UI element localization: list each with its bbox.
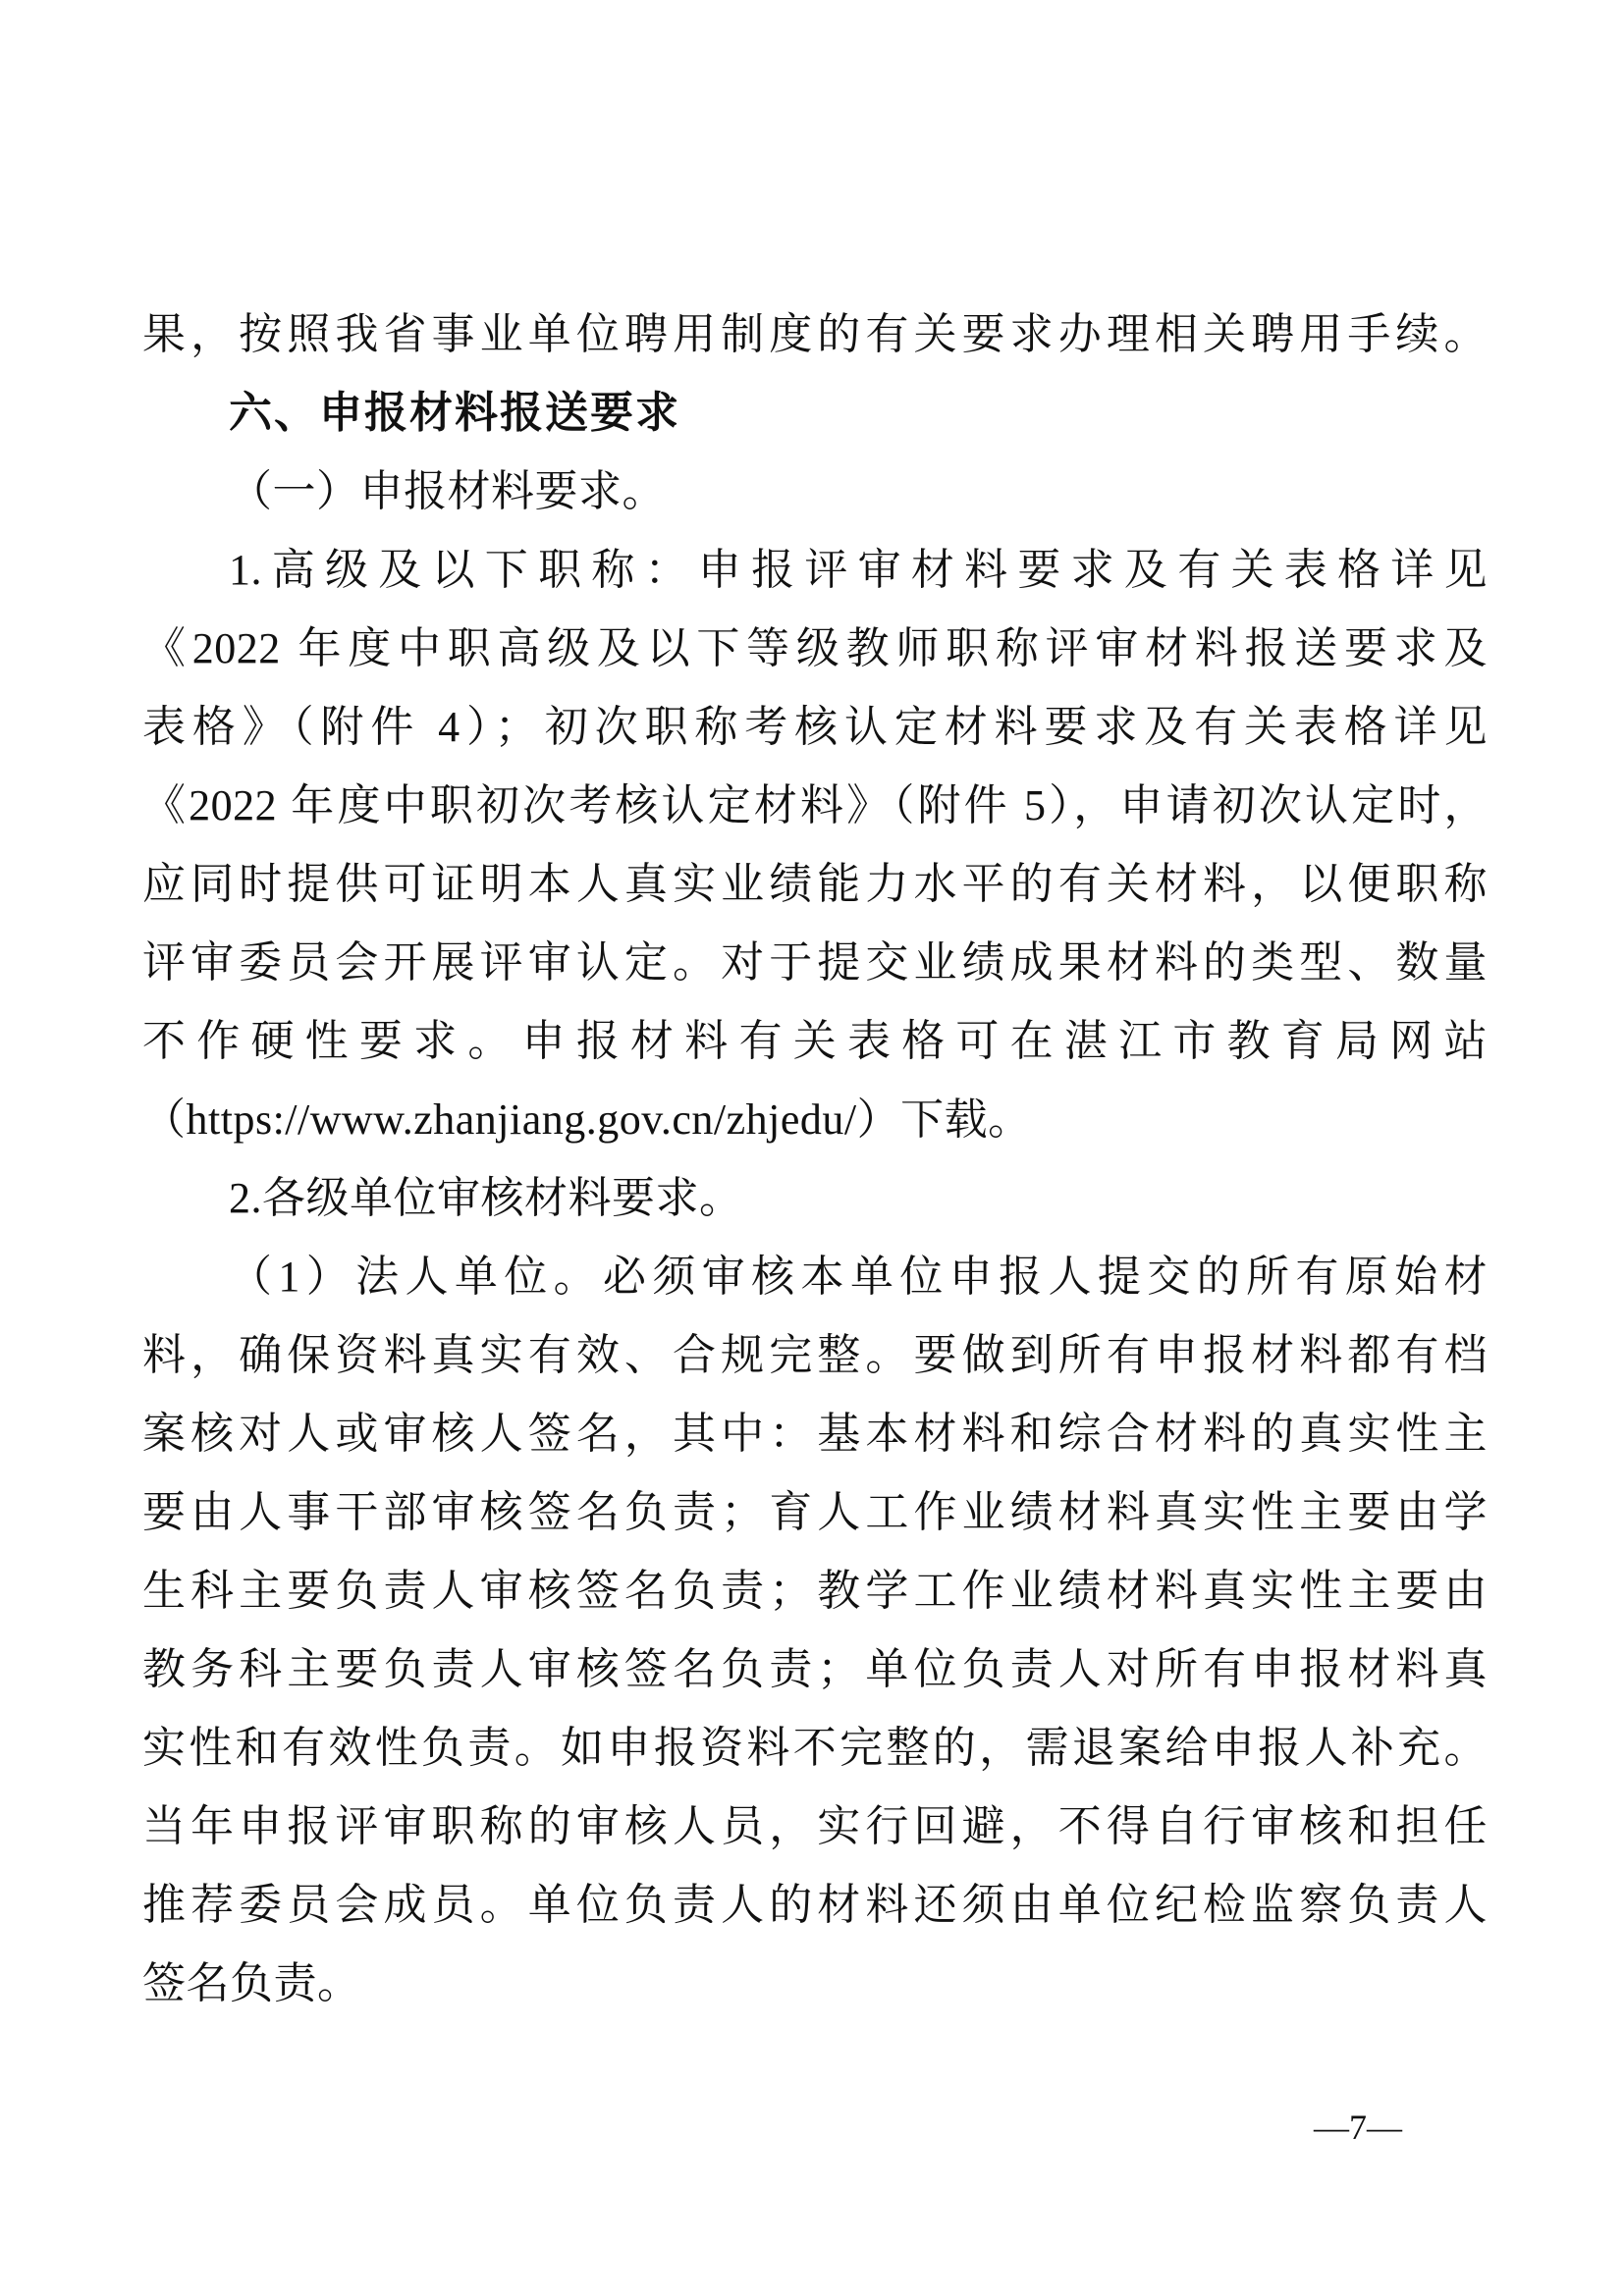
text-line: （https://www.zhanjiang.gov.cn/zhjedu/）下载。 bbox=[142, 1095, 1032, 1144]
text-line: 签名负责。 bbox=[142, 1959, 361, 2007]
text-line: 《2022 年度中职高级及以下等级教师职称评审材料报送要求及 bbox=[142, 624, 1488, 672]
text-line: 应同时提供可证明本人真实业绩能力水平的有关材料，以便职称 bbox=[142, 860, 1488, 908]
text-line: 实性和有效性负责。如申报资料不完整的，需退案给申报人补充。 bbox=[142, 1724, 1488, 1772]
text-line: 料，确保资料真实有效、合规完整。要做到所有申报材料都有档 bbox=[142, 1331, 1488, 1379]
text-line: 评审委员会开展评审认定。对于提交业绩成果材料的类型、数量 bbox=[142, 938, 1488, 987]
text-line: （1）法人单位。必须审核本单位申报人提交的所有原始材 bbox=[229, 1253, 1488, 1301]
text-line: 表格》（附件 4）；初次职称考核认定材料要求及有关表格详见 bbox=[142, 703, 1488, 751]
page-number: —7— bbox=[1314, 2108, 1402, 2147]
document-text-block bbox=[142, 295, 1488, 2023]
text-line: 当年申报评审职称的审核人员，实行回避，不得自行审核和担任 bbox=[142, 1802, 1488, 1850]
section-heading: 六、申报材料报送要求 bbox=[229, 389, 680, 437]
text-line: 果，按照我省事业单位聘用制度的有关要求办理相关聘用手续。 bbox=[142, 310, 1488, 358]
text-line: 不作硬性要求。申报材料有关表格可在湛江市教育局网站 bbox=[142, 1017, 1488, 1065]
text-line: 2.各级单位审核材料要求。 bbox=[229, 1174, 743, 1222]
text-line: 推荐委员会成员。单位负责人的材料还须由单位纪检监察负责人 bbox=[142, 1881, 1488, 1929]
text-line: 要由人事干部审核签名负责；育人工作业绩材料真实性主要由学 bbox=[142, 1488, 1488, 1536]
text-line: 教务科主要负责人审核签名负责；单位负责人对所有申报材料真 bbox=[142, 1645, 1488, 1693]
text-line: 1.高级及以下职称：申报评审材料要求及有关表格详见 bbox=[229, 546, 1488, 594]
text-line: 案核对人或审核人签名，其中：基本材料和综合材料的真实性主 bbox=[142, 1410, 1488, 1458]
text-line: 生科主要负责人审核签名负责；教学工作业绩材料真实性主要由 bbox=[142, 1567, 1488, 1615]
text-line: （一）申报材料要求。 bbox=[229, 467, 666, 515]
text-line: 《2022 年度中职初次考核认定材料》（附件 5），申请初次认定时， bbox=[142, 781, 1488, 829]
